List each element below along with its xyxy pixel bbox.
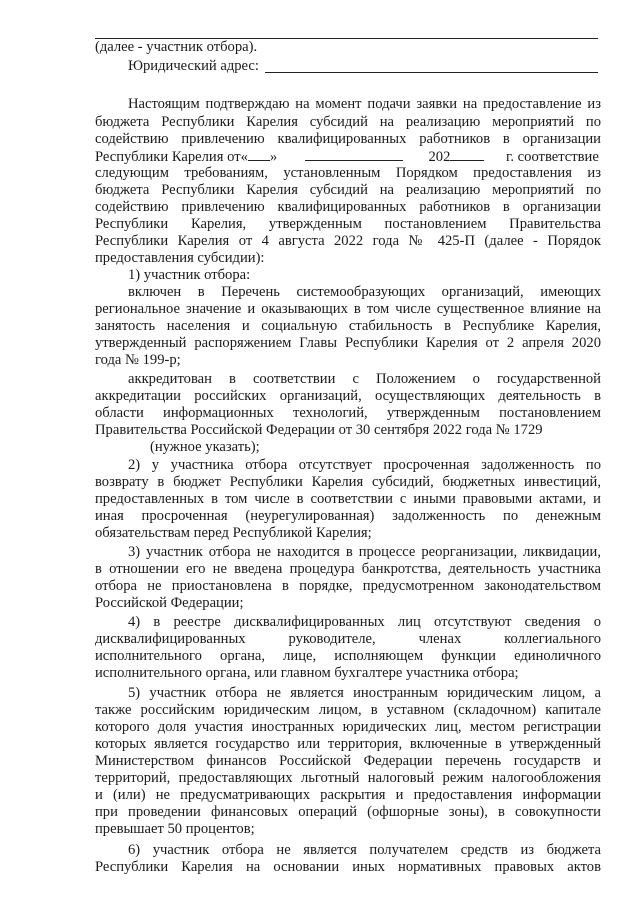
legal-address-blank bbox=[265, 58, 598, 73]
item-1b-line: Правительства Российской Федерации от 30 сентября 2022 года № 1729 bbox=[95, 422, 543, 438]
item-1a-line: включен в Перечень системообразующих организаций, имеющих bbox=[128, 284, 601, 300]
item-4-line: исполнительного органа, лице, исполняющем функции единоличного bbox=[95, 648, 601, 664]
day-blank bbox=[248, 148, 270, 161]
item-1a-line: утвержденный распоряжением Главы Республики Карелия от 2 апреля 2020 bbox=[95, 335, 601, 351]
intro-line: Республики Карелия от 4 августа 2022 года № 425-П (далее - Порядок bbox=[95, 233, 601, 249]
item-4-line: дисквалифицированных руководителе, членах коллегиального bbox=[95, 631, 601, 647]
continuation-text: (далее - участник отбора). bbox=[95, 39, 258, 55]
item-2-line: 2) у участника отбора отсутствует просроченная задолженность по bbox=[128, 457, 601, 473]
item-1b-line: аккредитации российских организаций, осуществляющих деятельность в bbox=[95, 388, 601, 404]
item-1b-line: аккредитован в соответствии с Положением о государственной bbox=[128, 371, 601, 387]
legal-address-label: Юридический адрес: bbox=[128, 58, 259, 74]
item-2-line: возврату в бюджет Республики Карелия субсидий, бюджетных инвестиций, bbox=[95, 474, 601, 490]
date-suffix: г. соответствие bbox=[506, 149, 599, 165]
intro-line: бюджета Республики Карелия субсидий на реализацию мероприятий по bbox=[95, 182, 601, 198]
item-2-line: предоставленных в том числе в соответствии с иными правовыми актами, и bbox=[95, 491, 601, 507]
intro-line: содействию привлечению квалифицированных работников в организации bbox=[95, 131, 601, 147]
month-blank bbox=[305, 148, 403, 161]
item-2-line: иная просроченная (неурегулированная) задолженность по денежным bbox=[95, 508, 601, 524]
item-5-line: 5) участник отбора не является иностранным юридическим лицом, а bbox=[128, 685, 601, 701]
intro-line: следующим требованиям, установленным Порядком предоставления из bbox=[95, 165, 601, 181]
item-6-line: 6) участник отбора не является получателем средств из бюджета bbox=[128, 842, 601, 858]
item-6-line: Республики Карелия на основании иных нормативных правовых актов bbox=[95, 859, 601, 875]
item-5-line: при проведении финансовых операций (офшорные зоны), в совокупности bbox=[95, 804, 601, 820]
item-2-line: обязательствам перед Республикой Карелия; bbox=[95, 525, 372, 541]
item-1-note: (нужное указать); bbox=[150, 439, 260, 455]
item-3-line: 3) участник отбора не находится в процессе реорганизации, ликвидации, bbox=[128, 544, 601, 560]
item-1b-line: области информационных технологий, утвержденным постановлением bbox=[95, 405, 601, 421]
legal-address-row bbox=[128, 58, 598, 76]
item-1a-line: занятость населения и социальную стабильность в Республике Карелия, bbox=[95, 318, 601, 334]
intro-line: бюджета Республики Карелия субсидий на реализацию мероприятий по bbox=[95, 114, 601, 130]
item-1a-line: года № 199-р; bbox=[95, 352, 181, 368]
item-3-line: Российской Федерации; bbox=[95, 595, 244, 611]
year-prefix: 202 bbox=[428, 149, 451, 165]
date-mid: » bbox=[269, 149, 278, 165]
intro-line: содействию привлечению квалифицированных работников в организации bbox=[95, 199, 601, 215]
year-blank bbox=[450, 148, 484, 161]
date-prefix: Республики Карелия от« bbox=[95, 149, 248, 165]
item-5-line: территорий, предоставляющих льготный налоговый режим налогообложения bbox=[95, 770, 601, 786]
item-1-title: 1) участник отбора: bbox=[128, 267, 251, 283]
item-5-line: также российским юридическим лицом, в уставном (складочном) капитале bbox=[95, 702, 601, 718]
item-4-line: 4) в реестре дисквалифицированных лиц отсутствуют сведения о bbox=[128, 614, 601, 630]
date-line bbox=[95, 148, 601, 166]
item-5-line: превышает 50 процентов; bbox=[95, 821, 255, 837]
item-5-line: и (или) не предусматривающих раскрытия и предоставления информации bbox=[95, 787, 601, 803]
item-3-line: в отношении его не введена процедура банкротства, деятельность участника bbox=[95, 561, 601, 577]
intro-line: Настоящим подтверждаю на момент подачи заявки на предоставление из bbox=[128, 96, 601, 112]
item-1a-line: региональное значение и оказывающих в том числе существенное влияние на bbox=[95, 301, 601, 317]
intro-line: Республики Карелия, утвержденным постановлением Правительства bbox=[95, 216, 601, 232]
item-4-line: исполнительного органа, или главном бухгалтере участника отбора; bbox=[95, 665, 519, 681]
item-3-line: отбора не приостановлена в порядке, предусмотренном законодательством bbox=[95, 578, 601, 594]
item-5-line: Министерством финансов Российской Федерации перечень государств и bbox=[95, 753, 601, 769]
item-5-line: которых является государство или территория, включенные в утвержденный bbox=[95, 736, 601, 752]
item-5-line: которого доля участия иностранных юридических лиц, местом регистрации bbox=[95, 719, 601, 735]
intro-line: предоставления субсидии): bbox=[95, 250, 265, 266]
